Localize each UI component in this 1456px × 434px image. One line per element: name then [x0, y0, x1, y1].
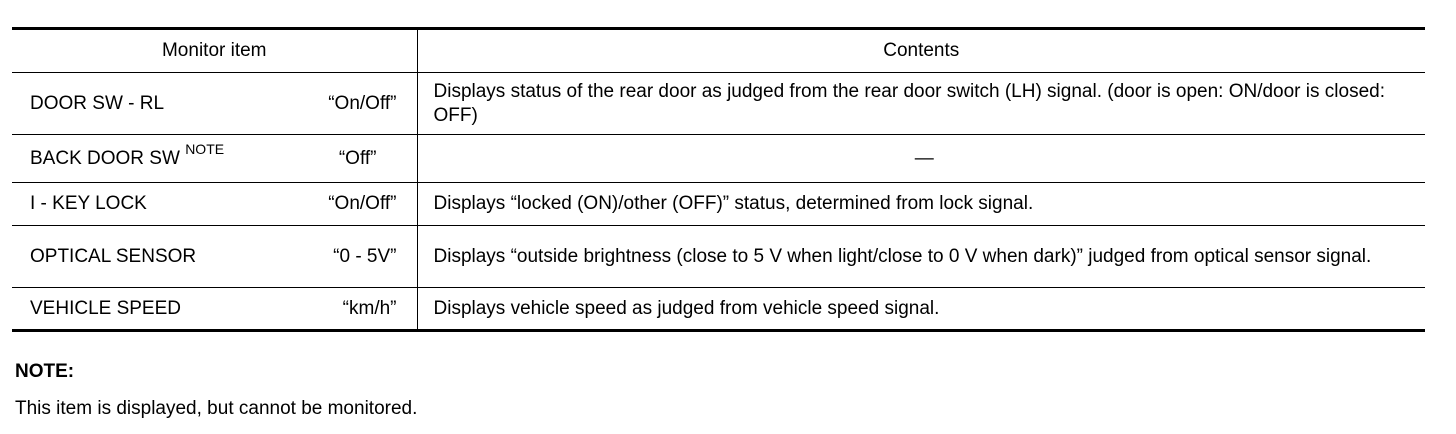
monitor-item-value: “km/h”: [342, 297, 397, 319]
note-reference: NOTE: [185, 141, 225, 158]
monitor-item-table: [12, 27, 1425, 332]
contents-cell: Displays status of the rear door as judged from the rear door switch (LH) signal. (door is open: ON/door is closed: OFF): [417, 73, 1425, 135]
monitor-item-name: I - KEY LOCK: [30, 193, 147, 214]
note-text: This item is displayed, but cannot be monitored.: [15, 398, 418, 419]
table-row: [12, 135, 1425, 183]
monitor-item-value: “0 - 5V”: [333, 245, 397, 267]
monitor-item-cell: [12, 73, 417, 135]
monitor-item-name: VEHICLE SPEED: [30, 297, 181, 319]
monitor-item-value: “Off”: [338, 147, 377, 169]
contents-cell: Displays “outside brightness (close to 5 V when light/close to 0 V when dark)” judged from optical sensor signal.: [417, 226, 1425, 288]
monitor-item-value: “On/Off”: [328, 92, 397, 114]
contents-cell: Displays “locked (ON)/other (OFF)” status, determined from lock signal.: [417, 183, 1425, 226]
monitor-item-name: OPTICAL SENSOR: [30, 245, 197, 267]
monitor-item-value: “On/Off”: [328, 193, 397, 214]
table-row: [12, 73, 1425, 135]
monitor-item-cell: [12, 288, 417, 331]
monitor-item-name: DOOR SW - RL: [30, 92, 165, 114]
monitor-item-name-text: BACK DOOR SW: [30, 147, 186, 169]
monitor-item-cell: [12, 135, 417, 183]
contents-cell: Displays vehicle speed as judged from vehicle speed signal.: [433, 297, 940, 319]
contents-cell: —: [417, 135, 1425, 183]
table-header-row: [12, 29, 1425, 73]
note-heading: NOTE:: [15, 361, 75, 382]
table-row: [12, 226, 1425, 288]
monitor-item-cell: [12, 226, 417, 288]
table-row: [12, 183, 1425, 226]
table-row: [12, 288, 1425, 331]
header-contents: Contents: [417, 29, 1425, 73]
monitor-item-cell: [12, 183, 417, 226]
monitor-item-name: [30, 141, 225, 171]
header-monitor-item: Monitor item: [12, 29, 417, 73]
